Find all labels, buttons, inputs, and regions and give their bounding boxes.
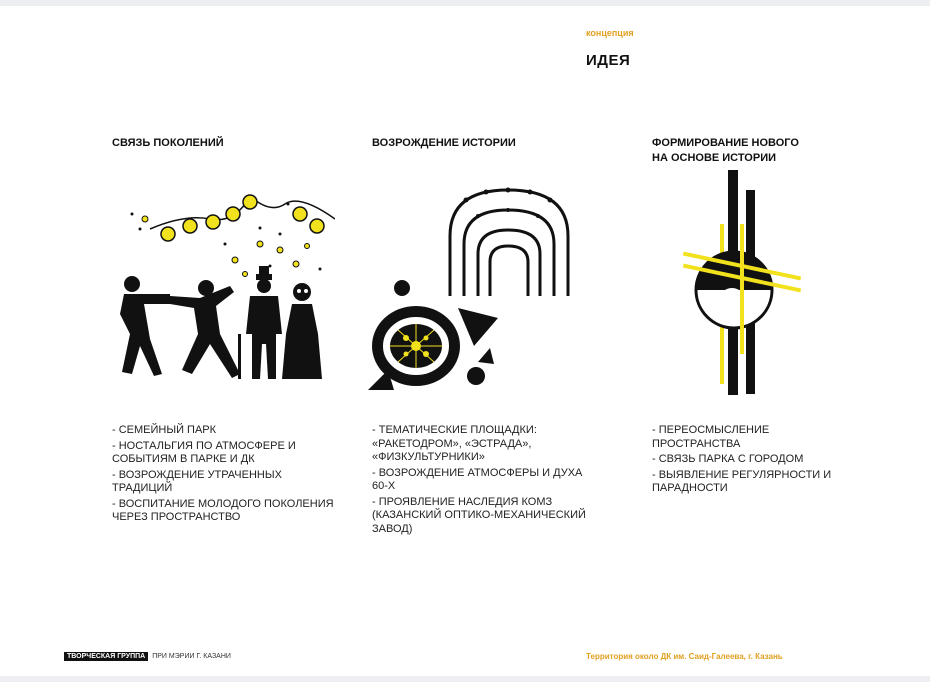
column-3-bullets — [652, 424, 852, 498]
people-garland-illustration — [110, 174, 335, 384]
page-title: ИДЕЯ — [586, 52, 631, 69]
column-3-heading — [652, 136, 799, 166]
slide-page — [0, 6, 930, 676]
abstract-circle-bars-illustration — [676, 164, 816, 404]
column-2-heading — [372, 136, 516, 151]
list-item: - ВОЗРОЖДЕНИЕ УТРАЧЕННЫХ ТРАДИЦИЙ — [112, 468, 282, 494]
section-kicker: концепция — [586, 28, 634, 38]
column-2-heading-line: ВОЗРОЖДЕНИЕ ИСТОРИИ — [372, 137, 516, 149]
footer-organization — [64, 652, 231, 661]
list-item: - ВОЗРОЖДЕНИЕ АТМОСФЕРЫ И ДУХА 60-Х — [372, 466, 583, 492]
column-2-bullets — [372, 424, 592, 538]
list-item: - ТЕМАТИЧЕСКИЕ ПЛОЩАДКИ: «РАКЕТОДРОМ», «ЭСТРАДА», «ФИЗКУЛЬТУРНИКИ» — [372, 424, 537, 463]
list-item: - НОСТАЛЬГИЯ ПО АТМОСФЕРЕ И СОБЫТИЯМ В ПАРКЕ И ДК — [112, 439, 296, 465]
column-1-heading — [112, 136, 224, 151]
column-1-heading-line: СВЯЗЬ ПОКОЛЕНИЙ — [112, 137, 224, 149]
column-3-heading-line-1: ФОРМИРОВАНИЕ НОВОГО — [652, 137, 799, 149]
list-item: - ВЫЯВЛЕНИЕ РЕГУЛЯРНОСТИ И ПАРАДНОСТИ — [652, 468, 832, 494]
column-3-heading-line-2: НА ОСНОВЕ ИСТОРИИ — [652, 152, 777, 164]
list-item: - ВОСПИТАНИЕ МОЛОДОГО ПОКОЛЕНИЯ ЧЕРЕЗ ПРОСТРАНСТВО — [112, 497, 334, 523]
footer-location: Территория около ДК им. Саид-Галеева, г. Казань — [586, 652, 783, 661]
list-item: - СЕМЕЙНЫЙ ПАРК — [112, 424, 217, 436]
list-item: - СВЯЗЬ ПАРКА С ГОРОДОМ — [652, 453, 804, 465]
list-item: - ПЕРЕОСМЫСЛЕНИЕ ПРОСТРАНСТВА — [652, 424, 770, 450]
column-1-bullets — [112, 424, 342, 527]
list-item: - ПРОЯВЛЕНИЕ НАСЛЕДИЯ КОМЗ (КАЗАНСКИЙ ОПТИКО-МЕХАНИЧЕСКИЙ ЗАВОД) — [372, 495, 586, 535]
footer-badge: ТВОРЧЕСКАЯ ГРУППА — [64, 652, 148, 661]
arches-and-shapes-illustration — [366, 176, 596, 396]
footer-org-text: ПРИ МЭРИИ Г. КАЗАНИ — [152, 653, 231, 660]
